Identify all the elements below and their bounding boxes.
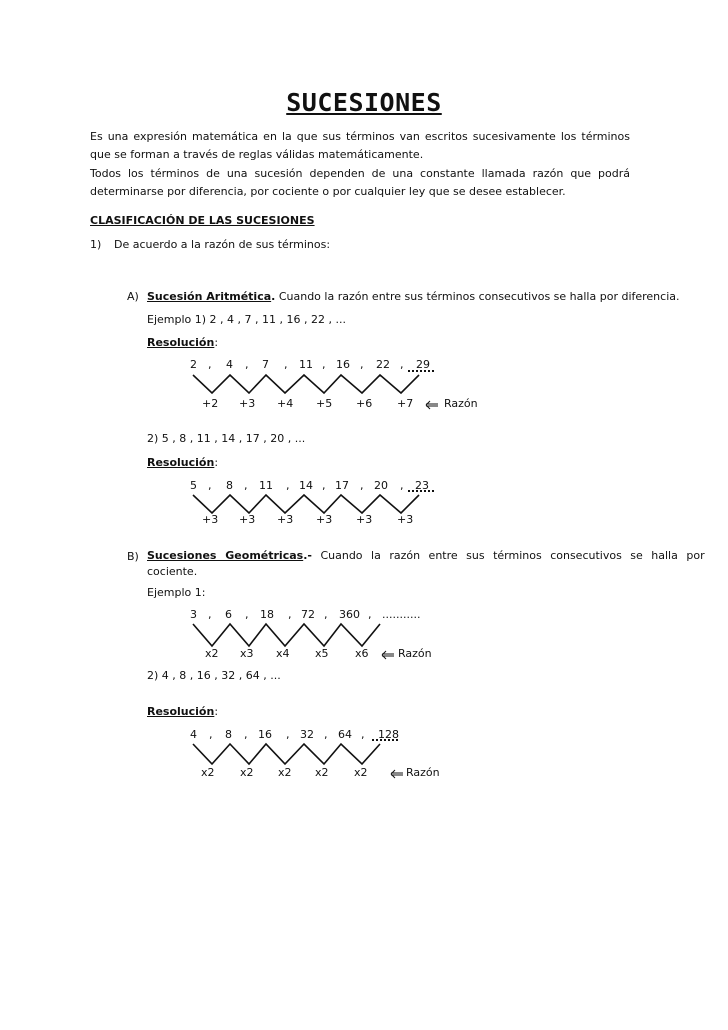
- sequence-term: 20: [374, 479, 388, 492]
- ratio-value: x2: [354, 766, 368, 779]
- sequence-term: 64: [338, 728, 352, 741]
- resolution-label: Resolución: [147, 705, 215, 718]
- sequence-term: 4: [190, 728, 197, 741]
- sequence-term: 8: [225, 728, 232, 741]
- ratio-label: Razón: [444, 397, 478, 410]
- section-a-punct: .: [271, 290, 276, 303]
- ratio-label: Razón: [406, 766, 440, 779]
- intro-paragraph-2: Todos los términos de una sucesión dependen de una constante llamada razón que podrá determinarse por diferencia, por cociente o por cualquier ley que se desee establecer.: [90, 167, 630, 198]
- resolution-label: Resolución: [147, 336, 215, 349]
- section-a-example-2: 2) 5 , 8 , 11 , 14 , 17 , 20 , ...: [147, 432, 306, 445]
- sequence-separator: ,: [284, 358, 288, 371]
- sequence-term: ...........: [382, 608, 421, 621]
- sequence-separator: ,: [208, 608, 212, 621]
- sequence-separator: ,: [209, 728, 213, 741]
- ratio-value: x2: [278, 766, 292, 779]
- sequence-separator: ,: [245, 608, 249, 621]
- sequence-term: 29: [416, 358, 430, 371]
- sequence-term: 8: [226, 479, 233, 492]
- resolution-colon: :: [214, 336, 219, 349]
- ratio-value: x2: [201, 766, 215, 779]
- sequence-term: 14: [299, 479, 313, 492]
- ratio-label: Razón: [398, 647, 432, 660]
- section-b-letter: B): [127, 550, 139, 563]
- sequence-separator: ,: [208, 479, 212, 492]
- sequence-term: 4: [226, 358, 233, 371]
- sequence-separator: ,: [368, 608, 372, 621]
- sequence-separator: ,: [288, 608, 292, 621]
- sequence-separator: ,: [361, 728, 365, 741]
- ratio-value: +4: [277, 397, 294, 410]
- section-a-desc: Cuando la razón entre sus términos consecutivos se halla por diferencia.: [275, 290, 680, 303]
- sequence-separator: ,: [322, 479, 326, 492]
- sequence-term: 17: [335, 479, 349, 492]
- section-a-name: Sucesión Aritmética: [147, 290, 272, 303]
- sequence-separator: ,: [400, 479, 404, 492]
- ratio-value: x2: [205, 647, 219, 660]
- ratio-value: +2: [202, 397, 219, 410]
- sequence-term: 16: [258, 728, 272, 741]
- point-1-text: De acuerdo a la razón de sus términos:: [114, 238, 331, 251]
- resolution-colon: :: [214, 456, 219, 469]
- sequence-term: 7: [262, 358, 269, 371]
- sequence-separator: ,: [324, 728, 328, 741]
- sequence-separator: ,: [244, 479, 248, 492]
- sequence-term: 11: [259, 479, 273, 492]
- section-a-example-1: Ejemplo 1) 2 , 4 , 7 , 11 , 16 , 22 , ...: [147, 313, 346, 326]
- sequence-term: 6: [225, 608, 232, 621]
- sequence-term: 11: [299, 358, 313, 371]
- sequence-separator: ,: [322, 358, 326, 371]
- section-b-name: Sucesiones Geométricas: [147, 549, 304, 562]
- ratio-value: x6: [355, 647, 369, 660]
- section-b-example-2: 2) 4 , 8 , 16 , 32 , 64 , ...: [147, 669, 281, 682]
- page-title: SUCESIONES: [286, 88, 442, 117]
- resolution-colon: :: [214, 705, 219, 718]
- sequence-term: 3: [190, 608, 197, 621]
- sequence-term: 23: [415, 479, 429, 492]
- sequence-term: 22: [376, 358, 390, 371]
- section-b-example-1: Ejemplo 1:: [147, 586, 206, 599]
- section-a-letter: A): [127, 290, 139, 303]
- left-arrow-icon: [390, 769, 404, 779]
- sequence-b2-ratios: [0, 766, 728, 786]
- sequence-term: 72: [301, 608, 315, 621]
- sequence-separator: ,: [244, 728, 248, 741]
- sequence-separator: ,: [208, 358, 212, 371]
- sequence-term: 2: [190, 358, 197, 371]
- point-1-number: 1): [90, 238, 102, 251]
- ratio-value: +3: [277, 513, 294, 526]
- sequence-separator: ,: [324, 608, 328, 621]
- sequence-term: 18: [260, 608, 274, 621]
- sequence-separator: ,: [400, 358, 404, 371]
- intro-paragraph-1: Es una expresión matemática en la que sus términos van escritos sucesivamente los términos que se forman a través de reglas válidas matemáticamente.: [90, 130, 630, 161]
- ratio-value: x4: [276, 647, 290, 660]
- sequence-separator: ,: [245, 358, 249, 371]
- ratio-value: +3: [397, 513, 414, 526]
- ratio-value: +3: [202, 513, 219, 526]
- ratio-value: +3: [356, 513, 373, 526]
- classification-heading: CLASIFICACIÓN DE LAS SUCESIONES: [90, 214, 315, 227]
- sequence-separator: ,: [360, 479, 364, 492]
- sequence-term: 128: [378, 728, 399, 741]
- ratio-value: x2: [240, 766, 254, 779]
- ratio-value: +5: [316, 397, 333, 410]
- ratio-value: +3: [239, 397, 256, 410]
- sequence-term: 32: [300, 728, 314, 741]
- ratio-value: x3: [240, 647, 254, 660]
- sequence-term: 5: [190, 479, 197, 492]
- section-b-punct: .-: [303, 549, 312, 562]
- resolution-label: Resolución: [147, 456, 215, 469]
- ratio-value: +3: [239, 513, 256, 526]
- section-b-desc-line-2: cociente.: [147, 565, 198, 578]
- ratio-value: +7: [397, 397, 414, 410]
- ratio-value: x5: [315, 647, 329, 660]
- ratio-value: x2: [315, 766, 329, 779]
- sequence-separator: ,: [286, 479, 290, 492]
- sequence-separator: ,: [360, 358, 364, 371]
- sequence-term: 360: [339, 608, 360, 621]
- sequence-separator: ,: [286, 728, 290, 741]
- sequence-term: 16: [336, 358, 350, 371]
- ratio-value: +6: [356, 397, 373, 410]
- ratio-value: +3: [316, 513, 333, 526]
- section-b-desc-line-1: Cuando la razón entre sus términos consecutivos se halla por: [311, 549, 705, 562]
